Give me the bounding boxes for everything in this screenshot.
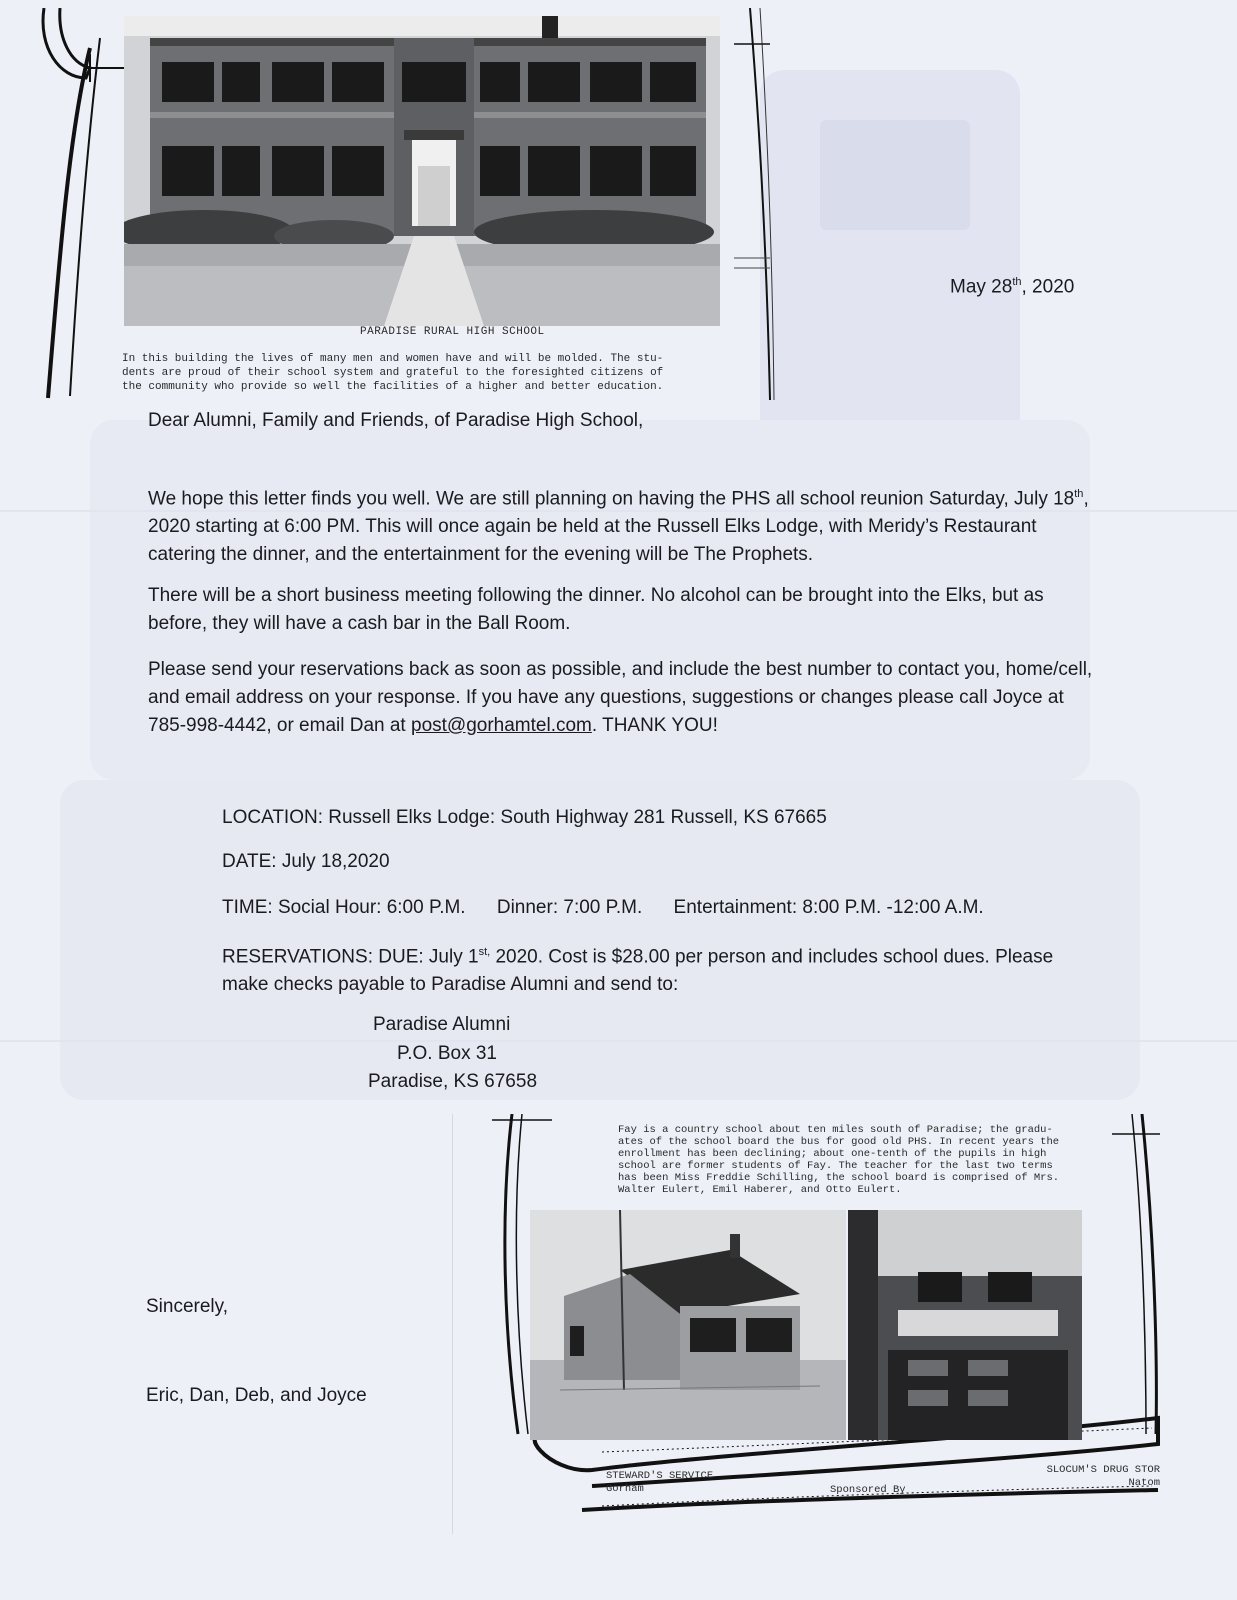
location-line: LOCATION: Russell Elks Lodge: South Highway 281 Russell, KS 67665 <box>222 807 827 828</box>
reservations-line: RESERVATIONS: DUE: July $1^{st,}$ 2020. Cost is $28.00 per person and includes school dues. Please make checks payable to Paradise Alumni and send to: <box>222 946 1054 996</box>
schoolhouse-illustration <box>530 1210 846 1440</box>
fay-school-clipping <box>452 1114 1180 1534</box>
sponsor-left-town: Gorham <box>606 1483 644 1495</box>
fay-school-description: Fay is a country school about ten miles south of Paradise; the gradu- ates of the school board the bus for good old PHS. In recent years the enrollment has been declining; about one-tenth of the pupils in high school are former students of Fay. The teacher for the last two terms has been Miss Freddie Schilling, the school board is comprised of Mrs. Walter Eulert, Emil Haberer, and Otto Eulert. <box>618 1124 1060 1196</box>
paragraph-reunion-plans: We hope this letter finds you well. We are still planning on having the PHS all school reunion Saturday, July 18th, 2020 starting at 6:00 PM. This will once again be held at the Russell Elks Lodge, with Meridy’s Restaurant catering the dinner, and the entertainment for the evening will be The Prophets. <box>148 488 1089 566</box>
school-photo-caption: In this building the lives of many men and women have and will be molded. The stu- dents are proud of their school system and grateful to the foresighted citizens of the community who provide so well the facilities of a higher and better education. <box>122 353 664 393</box>
sponsor-right-name: SLOCUM'S DRUG STOR <box>1046 1464 1160 1476</box>
background-ghost-image <box>820 120 970 230</box>
letter-date: May 28th, 2020 <box>950 276 1075 298</box>
time-entertainment: Entertainment: 8:00 P.M. -12:00 A.M. <box>673 897 984 918</box>
mailing-address-line-1: Paradise Alumni <box>373 1014 511 1035</box>
fay-classroom-interior-photo <box>848 1210 1082 1440</box>
time-dinner: Dinner: 7:00 P.M. <box>496 897 643 918</box>
sponsor-stewards-service <box>606 1470 713 1496</box>
greeting: Dear Alumni, Family and Friends, of Paradise High School, <box>148 410 644 431</box>
sponsor-slocums-drug <box>1040 1464 1160 1490</box>
school-photo-title: PARADISE RURAL HIGH SCHOOL <box>360 326 545 338</box>
sponsor-left-name: STEWARD'S SERVICE <box>606 1470 714 1482</box>
fay-schoolhouse-exterior-photo <box>530 1210 846 1440</box>
paragraph-business-meeting: There will be a short business meeting following the dinner. No alcohol can be brought into the Elks, but as before, they will have a cash bar in the Ball Room. <box>148 585 1044 634</box>
closing: Sincerely, <box>146 1296 229 1317</box>
mailing-address-line-2: P.O. Box 31 <box>397 1043 497 1064</box>
time-social-hour: TIME: Social Hour: 6:00 P.M. <box>222 897 466 918</box>
signatures: Eric, Dan, Deb, and Joyce <box>146 1385 367 1406</box>
school-building-illustration <box>124 16 720 326</box>
paragraph-reservations-contact: Please send your reservations back as soon as possible, and include the best number to contact you, home/cell, and email address on your response. If you have any questions, suggestions or changes please call Joyce at 785-998-4442, or email Dan at post@gorhamtel.com. THANK YOU! <box>148 659 1093 736</box>
mailing-address-line-3: Paradise, KS 67658 <box>368 1071 538 1092</box>
sponsor-right-town: Natom <box>1128 1477 1160 1489</box>
email-link[interactable]: post@gorhamtel.com <box>411 715 592 736</box>
paper-fold-line <box>0 1040 1237 1042</box>
classroom-illustration <box>848 1210 1082 1440</box>
scroll-border-right <box>730 8 790 404</box>
top-school-clipping <box>30 8 790 404</box>
paradise-high-school-photo <box>124 16 720 326</box>
sponsored-by-label: Sponsored By <box>830 1484 906 1496</box>
time-line <box>222 894 984 922</box>
date-line: DATE: July 18,2020 <box>222 851 390 872</box>
